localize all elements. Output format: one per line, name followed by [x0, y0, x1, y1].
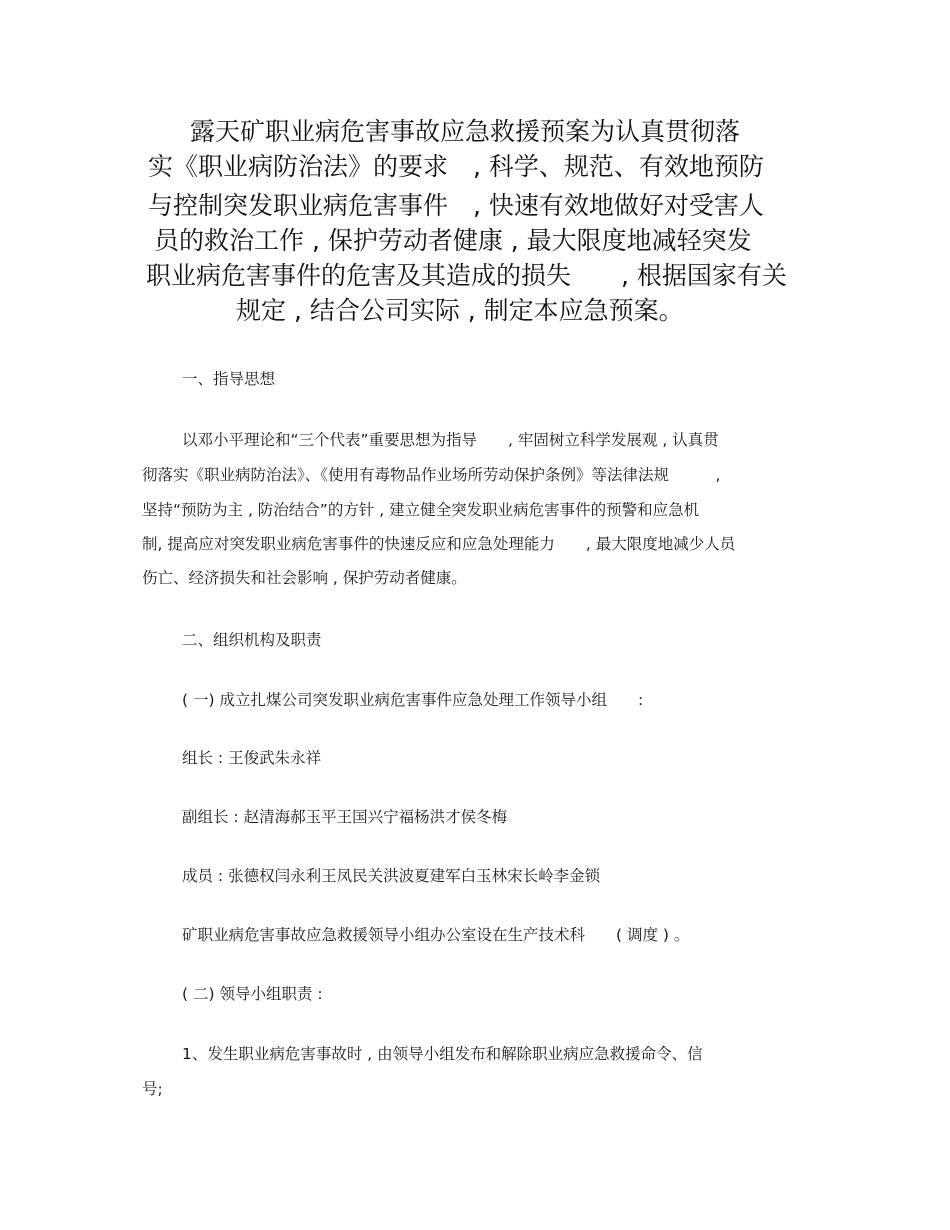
- document-title-line-1: 露天矿职业病危害事故应急救援预案为认真贯彻落: [190, 117, 741, 146]
- document-title-line-5: 职业病危害事件的危害及其造成的损失 , 根据国家有关: [146, 261, 787, 290]
- subsection-group-duties: ( 二) 领导小组职责 :: [182, 985, 323, 1003]
- duty-item-1-line-2: 号;: [142, 1080, 163, 1098]
- document-title-line-4: 员的救治工作 , 保护劳动者健康 , 最大限度地减轻突发: [154, 226, 752, 255]
- section-heading-organization: 二、组织机构及职责: [182, 631, 322, 649]
- paragraph-line: 坚持“预防为主 , 防治结合”的方针 , 建立健全突发职业病危害事件的预警和应急机: [142, 501, 700, 519]
- paragraph-line: 制, 提高应对突发职业病危害事件的快速反应和应急处理能力 , 最大限度地减少人员: [142, 535, 736, 553]
- paragraph-line: 以邓小平理论和“三个代表”重要思想为指导 , 牢固树立科学发展观 , 认真贯: [182, 431, 719, 449]
- paragraph-line: 伤亡、经济损失和社会影响 , 保护劳动者健康。: [142, 569, 467, 587]
- members-line: 成员 : 张德权闫永利王凤民关洪波夏建军白玉林宋长岭李金锁: [182, 867, 601, 885]
- leader-line: 组长 : 王俊武朱永祥: [182, 749, 322, 767]
- document-title-line-3: 与控制突发职业病危害事件 , 快速有效地做好对受害人: [148, 191, 764, 220]
- document-title-line-6: 规定 , 结合公司实际 , 制定本应急预案。: [236, 296, 684, 325]
- paragraph-line: 彻落实《职业病防治法》、《使用有毒物品作业场所劳动保护条例》等法律法规 ,: [142, 466, 721, 484]
- deputy-leader-line: 副组长 : 赵清海郝玉平王国兴宁福杨洪才侯冬梅: [182, 808, 508, 826]
- office-line: 矿职业病危害事故应急救援领导小组办公室设在生产技术科 ( 调度 ) 。: [182, 926, 690, 944]
- duty-item-1-line-1: 1、发生职业病危害事故时 , 由领导小组发布和解除职业病应急救援命令、信: [182, 1045, 703, 1063]
- section-heading-guiding-ideology: 一、指导思想: [182, 370, 276, 388]
- subsection-leading-group: ( 一) 成立扎煤公司突发职业病危害事件应急处理工作领导小组 :: [182, 691, 644, 709]
- document-title-line-2: 实《职业病防治法》的要求 , 科学、规范、有效地预防: [148, 152, 764, 181]
